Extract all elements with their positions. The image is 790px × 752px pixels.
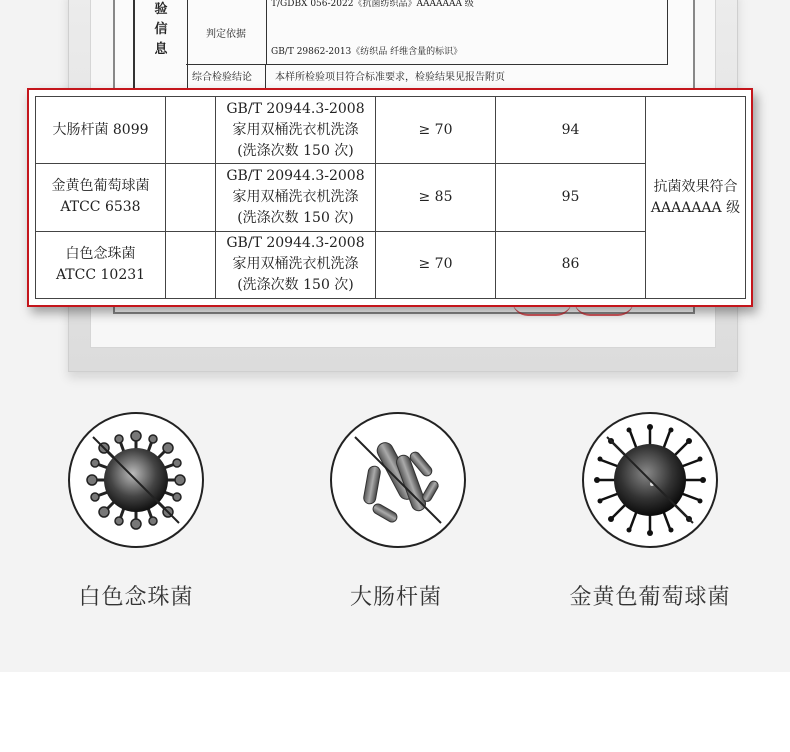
antibacterial-results-table xyxy=(35,96,746,299)
section-heading xyxy=(133,0,188,92)
verdict-line: 抗菌效果符合 xyxy=(653,178,738,195)
empty-cell xyxy=(166,164,216,231)
result-cell: 86 xyxy=(496,231,646,298)
method-cell xyxy=(216,231,376,298)
method-cycles: (洗涤次数 150 次) xyxy=(237,142,354,159)
method-wash: 家用双桶洗衣机洗涤 xyxy=(232,256,359,273)
basis-standard-1: T/GDBX 056-2022《抗菌纺织品》AAAAAAA 级 xyxy=(271,0,474,9)
e-coli-caption: 大肠杆菌 xyxy=(349,585,442,610)
section-heading-char: 信 xyxy=(154,22,168,37)
method-wash: 家用双桶洗衣机洗涤 xyxy=(232,188,359,205)
method-standard: GB/T 20944.3-2008 xyxy=(226,167,365,184)
basis-standard-2: GB/T 29862-2013《纺织品 纤维含量的标识》 xyxy=(271,47,463,57)
requirement-cell: ≥ 70 xyxy=(376,231,496,298)
method-cycles: (洗涤次数 150 次) xyxy=(237,277,354,294)
staph-no-icon xyxy=(580,410,720,550)
conclusion-label: 综合检验结论 xyxy=(186,65,266,91)
section-heading-char: 息 xyxy=(154,42,168,57)
method-cycles: (洗涤次数 150 次) xyxy=(237,209,354,226)
strain-id: ATCC 10231 xyxy=(55,266,146,283)
result-cell: 95 xyxy=(496,164,646,231)
table-row xyxy=(36,231,746,298)
certificate-info-table xyxy=(133,0,669,92)
basis-cell xyxy=(267,0,668,65)
staph-caption: 金黄色葡萄球菌 xyxy=(569,585,731,610)
antibacterial-results-callout xyxy=(27,88,753,307)
method-standard: GB/T 20944.3-2008 xyxy=(226,235,365,252)
method-cell xyxy=(216,164,376,231)
requirement-cell: ≥ 85 xyxy=(376,164,496,231)
strain-name: 白色念珠菌 xyxy=(65,245,136,262)
strain-name: 金黄色葡萄球菌 xyxy=(51,178,150,195)
conclusion-text: 本样所检验项目符合标准要求，检验结果见报告附页 xyxy=(275,72,505,83)
page-footer-area xyxy=(0,672,790,752)
table-row xyxy=(36,97,746,164)
candida-caption: 白色念珠菌 xyxy=(78,585,194,610)
section-heading-char: 验 xyxy=(154,2,168,17)
e-coli-no-icon xyxy=(328,410,468,550)
candida-no-icon xyxy=(66,410,206,550)
requirement-cell: ≥ 70 xyxy=(376,97,496,164)
result-cell: 94 xyxy=(496,97,646,164)
verdict-cell xyxy=(646,97,746,299)
strain-name: 大肠杆菌 8099 xyxy=(52,121,149,138)
strain-cell xyxy=(36,231,166,298)
method-standard: GB/T 20944.3-2008 xyxy=(226,100,365,117)
method-cell xyxy=(216,97,376,164)
empty-cell xyxy=(166,231,216,298)
strain-cell xyxy=(36,97,166,164)
strain-id: ATCC 6538 xyxy=(60,199,141,216)
empty-cell xyxy=(166,97,216,164)
table-row xyxy=(36,164,746,231)
verdict-grade: AAAAAAA 级 xyxy=(650,199,741,216)
basis-label: 判定依据 xyxy=(186,0,267,65)
strain-cell xyxy=(36,164,166,231)
method-wash: 家用双桶洗衣机洗涤 xyxy=(232,121,359,138)
